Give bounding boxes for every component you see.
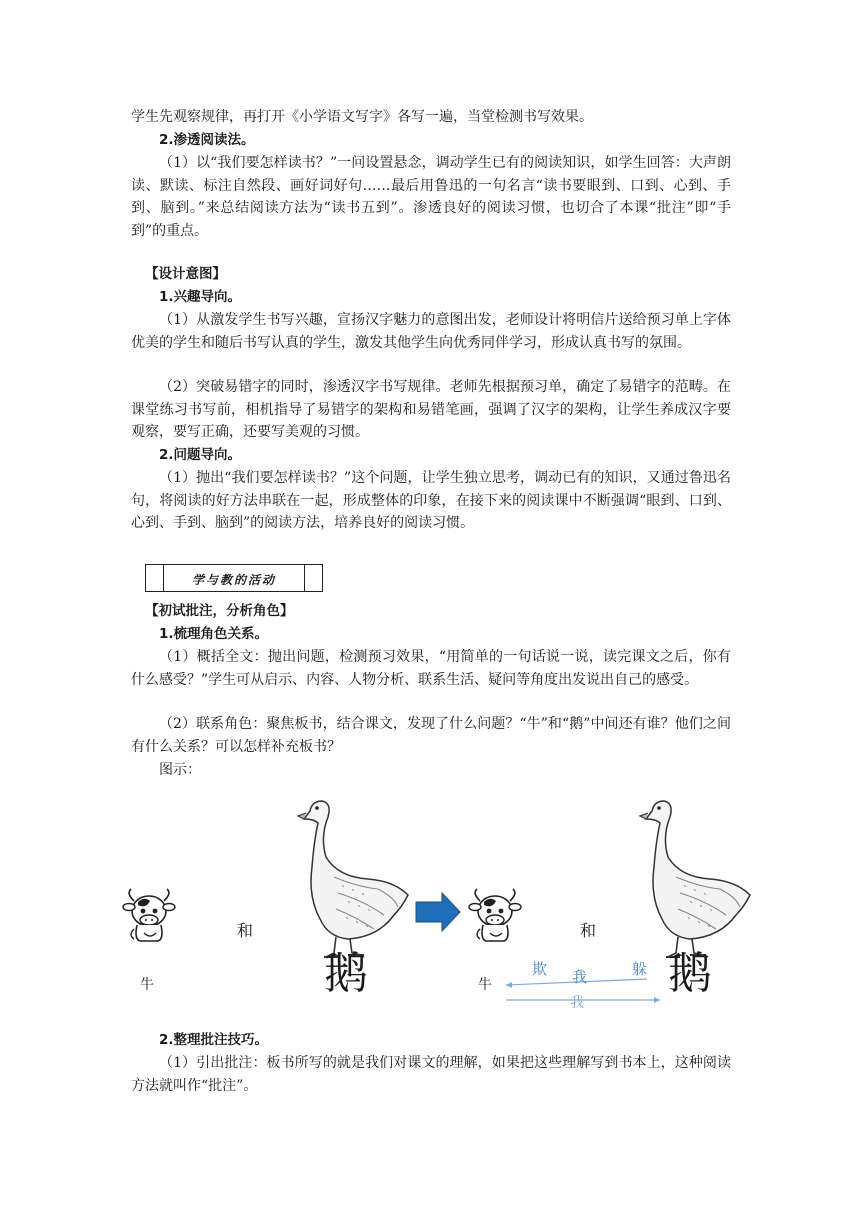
ox-label-right: 牛	[478, 977, 492, 993]
paragraph-roles: （2）联系角色：聚焦板书，结合课文，发现了什么问题？“牛”和“鹅”中间还有谁？他们之间有什么关系？可以怎样补充板书？	[131, 716, 731, 755]
paragraph-annotation: （1）引出批注：板书所写的就是我们对课文的理解，如果把这些理解写到书本上，这种阅读方法就叫作“批注”。	[131, 1055, 731, 1094]
paragraph-reading-method: （1）以“我们要怎样读书？”一问设置悬念，调动学生已有的阅读知识，如学生回答：大声朗读、默读、标注自然段、画好词好句……最后用鲁迅的一句名言“读书要眼到、口到、心到、手到、脑到。”来总结阅读方法为“读书五到”。渗透良好的阅读习惯，也切合了本课“批注”即“手到”的重点。	[131, 155, 731, 239]
arrow-icon	[416, 893, 460, 931]
subheading-annotation-skills: 2.整理批注技巧。	[159, 1032, 269, 1048]
text-line: 学生先观察规律，再打开《小学语文写字》各写一遍，当堂检测书写效果。	[131, 109, 593, 125]
annotation-word-1: 欺	[532, 960, 548, 978]
and-label-left: 和	[237, 921, 254, 940]
figure-caption: 图示：	[159, 762, 201, 778]
board-diagram	[120, 790, 760, 1020]
subheading-question: 2.问题导向。	[159, 447, 242, 463]
activity-banner	[145, 564, 323, 592]
ox-label-left: 牛	[140, 977, 154, 993]
subheading-reading-method: 2.渗透阅读法。	[159, 132, 255, 148]
paragraph-question: （1）抛出“我们要怎样读书？”这个问题，让学生独立思考，调动已有的知识，又通过鲁迅名句，将阅读的好方法串联在一起，形成整体的印象，在接下来的阅读课中不断强调“眼到、口到、心到、手到、脑到”的阅读方法，培养良好的阅读习惯。	[131, 470, 731, 531]
goose-label-right: 鹅	[668, 948, 712, 999]
subheading-roles: 1.梳理角色关系。	[159, 626, 269, 642]
annotation-word-bottom: 我	[570, 995, 584, 1011]
subheading-interest: 1.兴趣导向。	[159, 289, 242, 305]
section-first-annotation: 【初试批注，分析角色】	[145, 603, 294, 619]
section-design-intent: 【设计意图】	[145, 266, 226, 282]
paragraph-summary: （1）概括全文：抛出问题，检测预习效果，“用简单的一句话说一说，读完课文之后，你有什么感受？”学生可从启示、内容、人物分析、联系生活、疑问等角度出发说出自己的感受。	[131, 649, 731, 688]
paragraph-interest-2: （2）突破易错字的同时，渗透汉字书写规律。老师先根据预习单，确定了易错字的范畴。在课堂练习书写前，相机指导了易错字的架构和易错笔画，强调了汉字的架构，让学生养成汉字要观察，要写正确，还要写美观的习惯。	[131, 379, 731, 440]
annotation-word-2: 我	[572, 968, 588, 986]
paragraph-interest-1: （1）从激发学生书写兴趣，宣扬汉字魅力的意图出发，老师设计将明信片送给预习单上字体优美的学生和随后书写认真的学生，激发其他学生向优秀同伴学习，形成认真书写的氛围。	[131, 312, 731, 351]
goose-label-left: 鹅	[324, 948, 368, 999]
annotation-word-3: 躲	[632, 960, 648, 978]
and-label-right: 和	[580, 921, 597, 940]
banner-title: 学与教的活动	[191, 573, 276, 587]
